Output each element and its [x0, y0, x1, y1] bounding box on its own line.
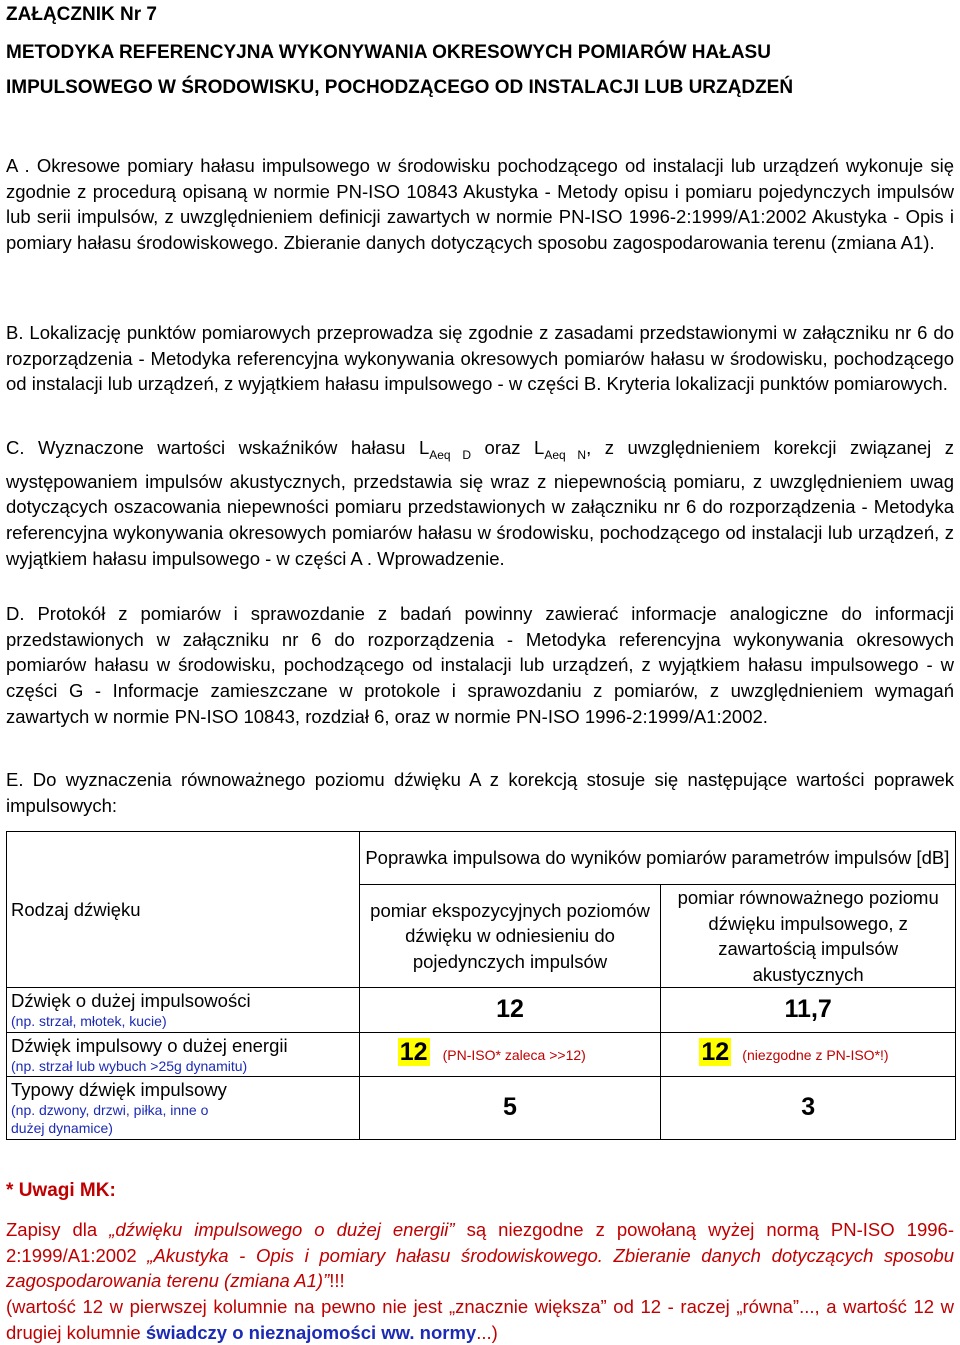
sound-type-name: Dźwięk impulsowy o dużej energii	[11, 1034, 288, 1056]
table-row	[7, 1033, 956, 1077]
note-paragraph-2	[6, 1294, 954, 1345]
pn-iso-recommendation-note: (PN-ISO* zaleca >>12)	[442, 1047, 586, 1064]
sound-type-example: (np. dzwony, drzwi, piłka, inne o dużej dynamice)	[11, 1102, 209, 1136]
sound-type-example: (np. strzał lub wybuch >25g dynamitu)	[11, 1057, 248, 1074]
header-equivalent-measurement: pomiar równoważnego poziomu dźwięku impulsowego, z zawartością impulsów akustycznych	[661, 885, 956, 988]
correction-cell-equivalent	[661, 1033, 956, 1077]
correction-value-equivalent: 11,7	[661, 988, 956, 1033]
note-emphasis: świadczy o nieznajomości ww. normy	[145, 1321, 477, 1343]
section-e: E. Do wyznaczenia równoważnego poziomu dźwięku A z korekcją stosuje się następujące wartości poprawek impulsowych:	[6, 769, 954, 816]
annex-number: ZAŁĄCZNIK Nr 7	[6, 4, 157, 25]
section-c-sub1: Aeq D	[429, 448, 471, 462]
document-title-line1: METODYKA REFERENCYJNA WYKONYWANIA OKRESOWYCH POMIARÓW HAŁASU	[6, 42, 771, 63]
sound-type-name: Dźwięk o dużej impulsowości	[11, 990, 251, 1011]
section-c-sub2: Aeq N	[544, 448, 587, 462]
non-compliance-note: (niezgodne z PN-ISO*!)	[742, 1047, 889, 1064]
sound-type-name: Typowy dźwięk impulsowy	[11, 1079, 227, 1100]
correction-value-equivalent: 3	[661, 1077, 956, 1140]
table-row	[7, 1077, 956, 1140]
section-c-text3: , z uwzględnieniem korekcji związanej z występowaniem impulsów akustycznych, przedstawia się wraz z niepewnością pomiaru, z uwzględnieniem uwag dotyczących oszacowania niepewności pomiaru przedstawionych w załączniku nr 6 do rozporządzenia - Metodyka referencyjna wykonywania okresowych pomiarów hałasu w środowisku, pochodzącego od instalacji lub urządzeń, z wyjątkiem hałasu impulsowego - w części A . Wprowadzenie.	[6, 437, 954, 569]
highlighted-value: 12	[399, 1038, 428, 1067]
sound-type-cell	[7, 1077, 360, 1140]
note-text: Zapisy dla	[6, 1219, 110, 1240]
table-row	[7, 988, 956, 1033]
section-c-text2: oraz L	[471, 437, 545, 458]
sound-type-cell	[7, 1033, 360, 1077]
note-text: są niezgodne z powołaną wyżej normą PN-ISO 1996-2:1999/A1:2002	[6, 1219, 954, 1266]
correction-value-exposure: 12	[359, 988, 661, 1033]
notes-heading	[6, 1180, 116, 1202]
asterisk: *	[6, 1180, 14, 1201]
note-standard-title: „Akustyka - Opis i pomiary hałasu środowiskowego. Zbieranie danych dotyczących sposobu zagospodarowania terenu (zmiana A1)”	[6, 1244, 954, 1291]
section-c-text1: C. Wyznaczone wartości wskaźników hałasu L	[6, 437, 430, 458]
header-exposure-measurement: pomiar ekspozycyjnych poziomów dźwięku w odniesieniu do pojedynczych impulsów	[359, 885, 661, 988]
document-title-line2: IMPULSOWEGO W ŚRODOWISKU, POCHODZĄCEGO OD INSTALACJI LUB URZĄDZEŃ	[6, 77, 794, 98]
note-quoted-term: „dźwięku impulsowego o dużej energii”	[109, 1219, 455, 1240]
section-b: B. Lokalizację punktów pomiarowych przeprowadza się zgodnie z zasadami przedstawionymi w załączniku nr 6 do rozporządzenia - Metodyka referencyjna wykonywania okresowych pomiarów hałasu w środowisku, pochodzącego od instalacji lub urządzeń, z wyjątkiem hałasu impulsowego - w części B. Kryteria lokalizacji punktów pomiarowych.	[6, 322, 954, 395]
section-d: D. Protokół z pomiarów i sprawozdanie z badań powinny zawierać informacje analogiczne do informacji przedstawionych w załączniku nr 6 do rozporządzenia - Metodyka referencyjna wykonywania okresowych pomiarów hałasu w środowisku, pochodzącego od instalacji lub urządzeń, z wyjątkiem hałasu impulsowego - w części G - Informacje zamieszczane w protokole i sprawozdaniu z pomiarów, z uwzględnieniem wymagań zawartych w normie PN-ISO 10843, rozdział 6, oraz w normie PN-ISO 1996-2:1999/A1:2002.	[6, 603, 954, 727]
section-c	[6, 435, 954, 572]
header-impulse-correction: Poprawka impulsowa do wyników pomiarów parametrów impulsów [dB]	[359, 832, 955, 885]
sound-type-cell	[7, 988, 360, 1033]
highlighted-value: 12	[701, 1038, 730, 1067]
section-a: A . Okresowe pomiary hałasu impulsowego w środowisku pochodzącego od instalacji lub urządzeń wykonuje się zgodnie z procedurą opisaną w normie PN-ISO 10843 Akustyka - Metody opisu i pomiaru pojedynczych impulsów lub serii impulsów, z uwzględnieniem definicji zawartych w normie PN-ISO 1996-2:1999/A1:2002 Akustyka - Opis i pomiary hałasu środowiskowego. Zbieranie danych dotyczących sposobu zagospodarowania terenu (zmiana A1).	[6, 155, 954, 254]
header-sound-type: Rodzaj dźwięku	[7, 832, 360, 988]
notes-title: Uwagi MK:	[18, 1180, 116, 1201]
note-paragraph-1	[6, 1217, 954, 1294]
correction-table	[6, 831, 956, 1140]
sound-type-example: (np. strzał, młotek, kucie)	[11, 1013, 167, 1029]
note-text: (wartość 12 w pierwszej kolumnie na pewno nie jest „znacznie większa” od 12 - raczej „równa”..., a wartość 12 w drugiej kolumnie	[6, 1296, 954, 1343]
correction-value-exposure: 5	[359, 1077, 661, 1140]
note-exclamation: !!!	[329, 1270, 345, 1291]
note-text: ...)	[476, 1321, 498, 1343]
correction-cell-exposure	[359, 1033, 661, 1077]
